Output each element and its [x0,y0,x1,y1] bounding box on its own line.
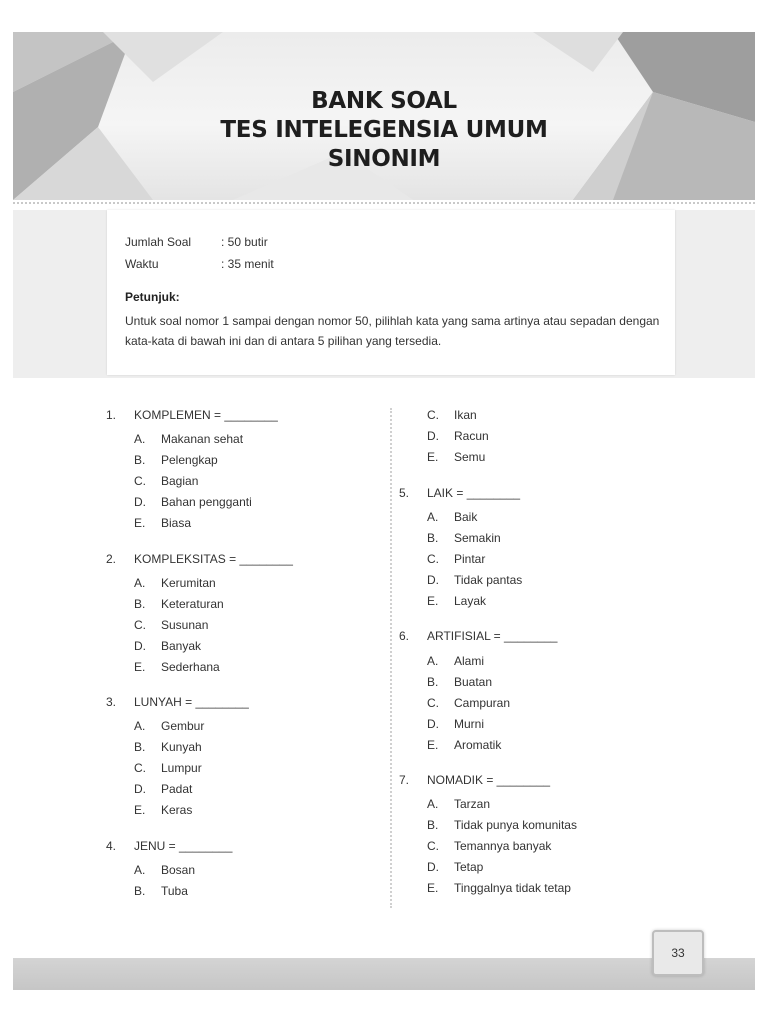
option-text: Bosan [161,863,196,877]
option-5c [427,552,485,566]
option-letter: A. [134,576,146,590]
option-1b [134,453,218,467]
option-letter: D. [134,639,146,653]
question-number: 1. [106,408,117,422]
option-text: Alami [454,654,485,668]
option-text: Makanan sehat [161,432,244,446]
option-letter: C. [427,839,439,853]
option-4a [134,863,195,877]
option-2a [134,576,216,590]
option-text: Gembur [161,719,205,733]
option-7d [427,860,483,874]
option-7c [427,839,551,853]
waktu-label: Waktu [125,257,159,271]
option-letter: C. [134,761,146,775]
question-stem: ARTIFISIAL = ________ [427,629,558,643]
option-3a [134,719,204,733]
option-letter: D. [427,573,439,587]
option-2d [134,639,201,653]
option-letter: B. [427,675,439,689]
option-letter: B. [427,818,439,832]
title-line-2: TES INTELEGENSIA UMUM [220,117,548,143]
option-letter: E. [427,594,439,608]
option-5d [427,573,522,587]
option-letter: A. [427,797,439,811]
option-6e [427,738,501,752]
option-text: Tinggalnya tidak tetap [454,881,571,895]
option-text: Layak [454,594,487,608]
question-stem: LAIK = ________ [427,486,521,500]
question-number: 4. [106,839,117,853]
option-6a [427,654,484,668]
question-number: 7. [399,773,410,787]
option-text: Ikan [454,408,477,422]
option-text: Biasa [161,516,192,530]
option-text: Kunyah [161,740,202,754]
option-1c [134,474,198,488]
option-7a [427,797,490,811]
option-text: Semu [454,450,486,464]
option-3c [134,761,202,775]
option-text: Temannya banyak [454,839,552,853]
option-letter: E. [134,516,146,530]
option-text: Lumpur [161,761,202,775]
option-letter: E. [134,660,146,674]
option-2c [134,618,208,632]
jumlah-soal-value: : 50 butir [221,235,268,249]
option-letter: C. [427,552,439,566]
option-text: Tetap [454,860,484,874]
option-letter: A. [134,863,146,877]
option-text: Banyak [161,639,202,653]
option-letter: D. [134,495,146,509]
question-stem: KOMPLEKSITAS = ________ [134,552,293,566]
option-text: Pelengkap [161,453,218,467]
question-number: 3. [106,695,117,709]
option-1e [134,516,191,530]
option-letter: E. [134,803,146,817]
option-text: Padat [161,782,193,796]
option-text: Susunan [161,618,209,632]
option-text: Pintar [454,552,486,566]
option-1d [134,495,252,509]
option-6d [427,717,484,731]
option-5a [427,510,477,524]
question-number: 6. [399,629,410,643]
option-text: Keteraturan [161,597,224,611]
footer-band [13,958,755,990]
option-letter: E. [427,450,439,464]
option-text: Baik [454,510,478,524]
option-letter: A. [134,719,146,733]
option-letter: A. [134,432,146,446]
option-letter: D. [134,782,146,796]
option-6c [427,696,510,710]
option-text: Tuba [161,884,188,898]
page-number: 33 [652,930,704,976]
option-text: Murni [454,717,485,731]
option-text: Aromatik [454,738,502,752]
question-stem: KOMPLEMEN = ________ [134,408,278,422]
option-7e [427,881,571,895]
jumlah-soal-row [125,235,268,249]
option-text: Bahan pengganti [161,495,252,509]
option-text: Bagian [161,474,199,488]
option-letter: B. [134,597,146,611]
option-4c [427,408,477,422]
option-text: Tarzan [454,797,491,811]
petunjuk-text: Untuk soal nomor 1 sampai dengan nomor 50, pilihlah kata yang sama artinya atau sepadan dengan kata-kata di bawah ini dan di antara 5 pilihan yang tersedia. [125,314,660,348]
option-text: Kerumitan [161,576,216,590]
option-text: Campuran [454,696,511,710]
option-letter: A. [427,510,439,524]
option-2e [134,660,220,674]
option-letter: D. [427,860,439,874]
option-6b [427,675,492,689]
option-letter: E. [427,881,439,895]
option-text: Semakin [454,531,501,545]
option-letter: C. [427,408,439,422]
option-4b [134,884,188,898]
option-text: Keras [161,803,193,817]
option-4e [427,450,485,464]
option-letter: C. [134,474,146,488]
option-text: Sederhana [161,660,220,674]
question-number: 2. [106,552,117,566]
option-3b [134,740,202,754]
option-letter: A. [427,654,439,668]
option-5e [427,594,486,608]
header-banner [13,32,755,200]
option-letter: B. [134,740,146,754]
title-line-3: SINONIM [327,146,441,172]
option-text: Tidak punya komunitas [454,818,577,832]
option-letter: B. [134,453,146,467]
option-letter: C. [427,696,439,710]
column-divider [390,408,392,908]
option-letter: C. [134,618,146,632]
question-stem: LUNYAH = ________ [134,695,249,709]
option-3d [134,782,192,796]
waktu-row [125,257,274,271]
header-divider [13,202,755,204]
option-letter: B. [134,884,146,898]
waktu-value: : 35 menit [221,257,274,271]
option-1a [134,432,243,446]
document-title [13,87,755,174]
jumlah-soal-label: Jumlah Soal [125,235,192,249]
option-text: Tidak pantas [454,573,523,587]
petunjuk-title: Petunjuk: [125,290,180,304]
option-7b [427,818,577,832]
option-text: Buatan [454,675,493,689]
option-2b [134,597,224,611]
question-number: 5. [399,486,410,500]
question-stem: NOMADIK = ________ [427,773,551,787]
option-3e [134,803,192,817]
option-letter: E. [427,738,439,752]
option-letter: B. [427,531,439,545]
option-letter: D. [427,717,439,731]
option-letter: D. [427,429,439,443]
option-4d [427,429,489,443]
title-line-1: BANK SOAL [311,88,457,114]
option-text: Racun [454,429,489,443]
option-5b [427,531,501,545]
question-stem: JENU = ________ [134,839,233,853]
